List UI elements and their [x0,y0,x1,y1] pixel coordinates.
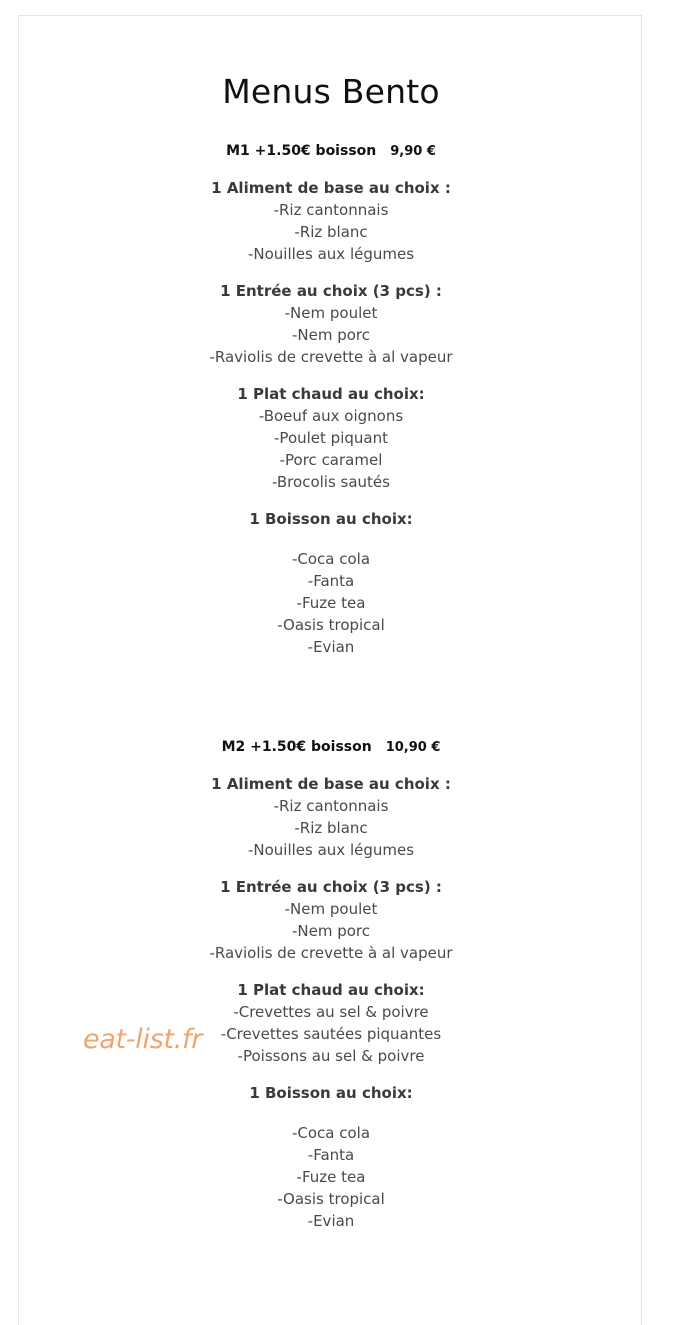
section-title: 1 Plat chaud au choix: [237,981,425,999]
list-item: -Fanta [307,1146,355,1164]
section-title: 1 Aliment de base au choix : [211,775,451,793]
list-item: -Fuze tea [296,1168,366,1186]
menu-m1 [19,140,643,658]
menu-name: M2 +1.50€ boisson [221,739,372,755]
section-base [19,177,643,265]
list-item: -Evian [307,1212,355,1230]
watermark: eat-list.fr [83,1024,203,1055]
section-title: 1 Plat chaud au choix: [237,385,425,403]
list-item: -Crevettes sautées piquantes [220,1025,442,1043]
list-item: -Oasis tropical [277,1190,385,1208]
section-title: 1 Entrée au choix (3 pcs) : [220,878,442,896]
menu-price: 9,90 € [390,144,436,159]
section-boisson [19,1082,643,1232]
list-item: -Riz cantonnais [273,797,389,815]
section-plat [19,383,643,493]
list-item: -Boeuf aux oignons [258,407,404,425]
section-entree [19,876,643,964]
menu-card [18,15,642,1325]
menu-header [19,140,643,162]
list-item: -Evian [307,638,355,656]
menu-m2 [19,736,643,1232]
list-item: -Poulet piquant [274,429,388,447]
section-base [19,773,643,861]
list-item: -Porc caramel [279,451,383,469]
list-item: -Nem porc [291,326,371,344]
list-item: -Coca cola [291,550,371,568]
section-title: 1 Boisson au choix: [249,1084,413,1102]
section-title: 1 Entrée au choix (3 pcs) : [220,282,442,300]
list-item: -Coca cola [291,1124,371,1142]
list-item: -Riz cantonnais [273,201,389,219]
list-item: -Fuze tea [296,594,366,612]
section-title: 1 Aliment de base au choix : [211,179,451,197]
list-item: -Oasis tropical [277,616,385,634]
list-item: -Nem poulet [284,900,378,918]
section-title: 1 Boisson au choix: [249,510,413,528]
list-item: -Brocolis sautés [272,473,390,491]
list-item: -Riz blanc [294,223,368,241]
list-item: -Crevettes au sel & poivre [233,1003,429,1021]
list-item: -Riz blanc [294,819,368,837]
list-item: -Nem poulet [284,304,378,322]
list-item: -Nem porc [291,922,371,940]
menu-name: M1 +1.50€ boisson [226,143,377,159]
menu-header [19,736,643,758]
list-item: -Raviolis de crevette à al vapeur [209,944,453,962]
section-boisson [19,508,643,658]
page-title: Menus Bento [222,72,440,111]
list-item: -Raviolis de crevette à al vapeur [209,348,453,366]
section-entree [19,280,643,368]
list-item: -Nouilles aux légumes [247,841,415,859]
list-item: -Nouilles aux légumes [247,245,415,263]
list-item: -Fanta [307,572,355,590]
list-item: -Poissons au sel & poivre [237,1047,425,1065]
menu-price: 10,90 € [385,740,441,755]
